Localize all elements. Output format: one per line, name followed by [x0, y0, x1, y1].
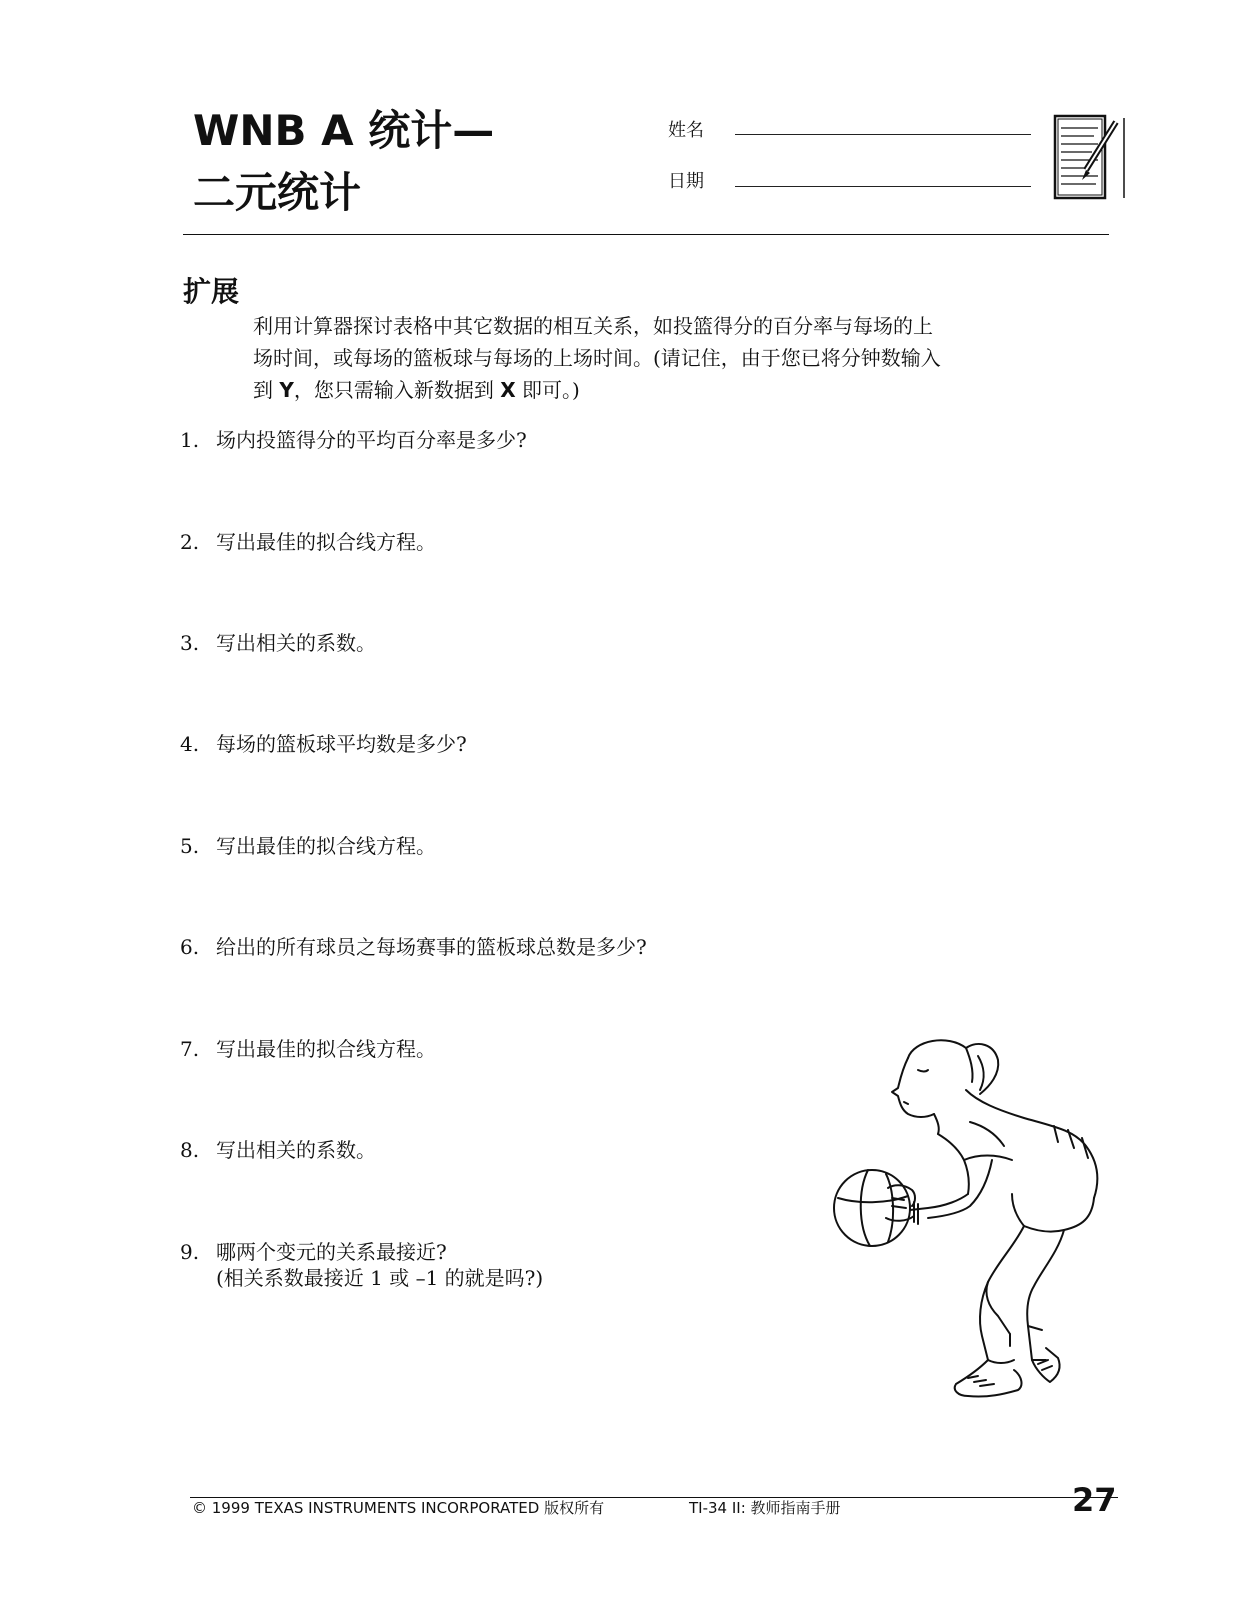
intro-line-1: 利用计算器探讨表格中其它数据的相互关系，如投篮得分的百分率与每场的上	[253, 314, 933, 338]
section-title: 扩展	[183, 275, 240, 308]
notepad-pencil-icon	[1052, 112, 1128, 202]
question-1: 1. 场内投篮得分的平均百分率是多少?	[180, 428, 527, 452]
name-label: 姓名	[668, 120, 704, 141]
question-3: 3. 写出相关的系数。	[180, 631, 376, 655]
copyright-notice: © 1999 TEXAS INSTRUMENTS INCORPORATED 版权所有	[192, 1499, 605, 1517]
question-9-hint: (相关系数最接近 1 或 –1 的就是吗?)	[216, 1266, 544, 1290]
page-title-line-1: WNB A 统计—	[193, 106, 495, 155]
page-title-line-2: 二元统计	[193, 168, 362, 217]
date-field[interactable]	[735, 186, 1031, 187]
intro-paragraph	[253, 310, 1093, 406]
question-7: 7. 写出最佳的拟合线方程。	[180, 1037, 436, 1061]
header-divider	[183, 234, 1109, 235]
manual-title: TI-34 II: 教师指南手册	[689, 1499, 841, 1517]
page-number: 27	[1072, 1481, 1117, 1519]
intro-line-2: 场时间，或每场的篮板球与每场的上场时间。(请记住，由于您已将分钟数输入	[253, 346, 941, 370]
question-5: 5. 写出最佳的拟合线方程。	[180, 834, 436, 858]
question-9: 9. 哪两个变元的关系最接近? (相关系数最接近 1 或 –1 的就是吗?)	[180, 1240, 544, 1290]
date-label: 日期	[668, 171, 704, 192]
name-field[interactable]	[735, 134, 1031, 135]
question-2: 2. 写出最佳的拟合线方程。	[180, 530, 436, 554]
question-8: 8. 写出相关的系数。	[180, 1138, 376, 1162]
question-6: 6. 给出的所有球员之每场赛事的篮板球总数是多少?	[180, 935, 647, 959]
basketball-player-illustration	[828, 1030, 1108, 1415]
intro-line-3: 到 Y，您只需输入新数据到 X 即可。)	[253, 378, 580, 402]
question-4: 4. 每场的篮板球平均数是多少?	[180, 732, 467, 756]
